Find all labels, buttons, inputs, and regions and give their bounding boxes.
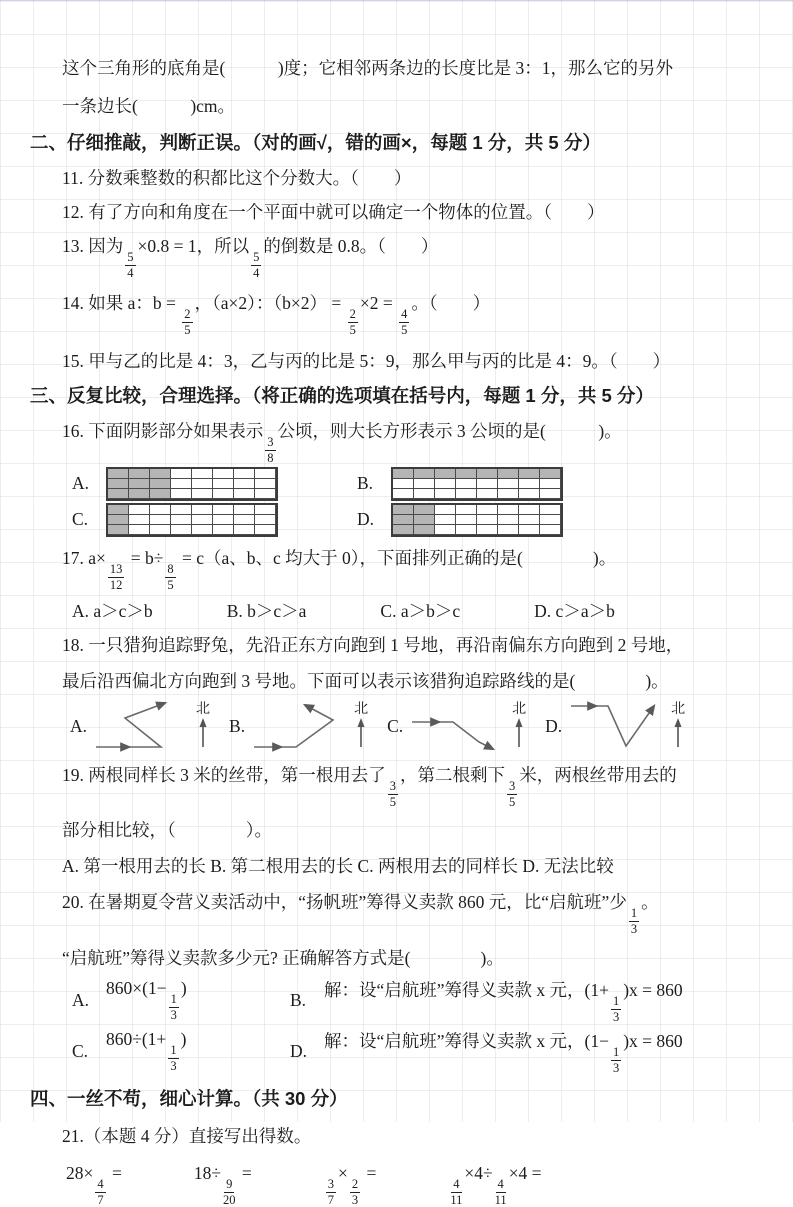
- question-13: 13. 因为 $\frac{5}{4}$ ×0.8 = 1，所以 $\frac{5}{4}$ 的倒数是 0.8。（ ）: [62, 236, 439, 281]
- question-16-stem: 16. 下面阴影部分如果表示 $\frac{3}{8}$ 公顷，则大长方形表示 3 公顷的是( )。: [62, 420, 622, 465]
- q21-expression-1: 28× $\frac{4}{7}$ =: [66, 1163, 122, 1207]
- route-diagram-c: [407, 698, 503, 754]
- q16-grid-b: [391, 467, 563, 501]
- q20-option-a-text: 860×(1− $\frac{1}{3}$ ): [106, 978, 187, 1023]
- q17-option-d-label: D.: [534, 601, 552, 621]
- route-diagram-b: [249, 698, 345, 754]
- q17-option-a-label: A.: [72, 601, 90, 621]
- route-diagram-d: [566, 698, 662, 754]
- north-label: 北: [512, 702, 527, 717]
- q18-north-d: [666, 703, 690, 749]
- q20-option-a: [72, 978, 290, 1022]
- q16-option-a: [72, 467, 357, 501]
- north-label: 北: [671, 702, 686, 717]
- north-arrow-icon: [672, 717, 684, 749]
- question-18-line-1: 18. 一只猎狗追踪野兔，先沿正东方向跑到 1 号地，再沿南偏东方向跑到 2 号地，: [62, 635, 684, 655]
- question-19-line-2: 部分相比较，（ ）。: [62, 820, 272, 841]
- q16-option-a-label: A.: [72, 473, 90, 494]
- paper-content: [0, 1, 793, 1207]
- q20-option-d-text: 解：设“启航班”筹得义卖款 x 元，(1− $\frac{1}{3}$ )x = 860: [324, 1030, 683, 1075]
- question-19-options: A. 第一根用去的长 B. 第二根用去的长 C. 两根用去的同样长 D. 无法比较: [62, 856, 614, 877]
- question-21-expressions: [66, 1163, 765, 1207]
- q18-option-c-label: C.: [387, 715, 404, 736]
- question-18-diagrams: [70, 698, 765, 754]
- north-arrow-icon: [355, 717, 367, 749]
- north-label: 北: [354, 702, 369, 717]
- q16-option-b: [357, 467, 642, 501]
- q17-option-b: [227, 598, 307, 624]
- question-16-options-row-1: [72, 467, 765, 501]
- question-20-options-row-1: [72, 977, 765, 1024]
- q20-option-a-label: A.: [72, 989, 90, 1010]
- q16-option-d: [357, 503, 642, 537]
- q20-option-c: [72, 1029, 290, 1073]
- q20-option-c-label: C.: [72, 1040, 89, 1061]
- q20-option-b-label: B.: [290, 989, 307, 1010]
- north-label: 北: [196, 702, 211, 717]
- question-21-head: 21.（本题 4 分）直接写出得数。: [62, 1126, 312, 1146]
- route-diagram-a: [91, 698, 187, 754]
- question-20-line-1: 20. 在暑期夏令营义卖活动中，“扬帆班”筹得义卖款 860 元，比“启航班”少 $\frac{1}{3}$ 。: [62, 892, 659, 937]
- q17-option-d: [534, 598, 615, 624]
- q20-option-b: [290, 977, 683, 1024]
- q16-grid-c: [106, 503, 278, 537]
- q18-north-c: [507, 703, 531, 749]
- q18-option-b: [229, 698, 373, 754]
- q17-option-b-label: B.: [226, 601, 243, 621]
- question-20-line-2: “启航班”筹得义卖款多少元? 正确解答方式是( )。: [62, 947, 504, 968]
- q17-option-a: [72, 598, 153, 624]
- q18-option-b-label: B.: [229, 715, 246, 736]
- question-19-line-1: 19. 两根同样长 3 米的丝带，第一根用去了 $\frac{3}{5}$ ，第二根剩下 $\frac{3}{5}$ 米，两根丝带用去的: [62, 765, 677, 810]
- q16-option-c-label: C.: [72, 509, 89, 530]
- q17-option-c-label: C.: [380, 601, 397, 621]
- question-15: 15. 甲与乙的比是 4：3，乙与丙的比是 5：9，那么甲与丙的比是 4：9。（ ）: [62, 350, 671, 371]
- q17-option-c-text: a＞b＞c: [400, 601, 461, 621]
- intro-line-2: 一条边长( )cm。: [62, 96, 236, 116]
- q20-option-c-text: 860÷(1+ $\frac{1}{3}$ ): [106, 1029, 187, 1074]
- q16-grid-d: [391, 503, 563, 537]
- q17-option-b-text: b＞c＞a: [247, 601, 307, 621]
- q18-option-c: [387, 698, 531, 754]
- q20-option-d-label: D.: [290, 1040, 308, 1061]
- q18-option-d-label: D.: [545, 715, 563, 736]
- question-17-stem: 17. a× $\frac{13}{12}$ = b÷ $\frac{8}{5}$ = c（a、b、c 均大于 0），下面排列正确的是( )。: [62, 547, 617, 592]
- section-2-heading: 二、仔细推敲，判断正误。（对的画√，错的画×，每题 1 分，共 5 分）: [30, 132, 601, 153]
- question-16-options-row-2: [72, 503, 765, 537]
- q18-option-a: [70, 698, 215, 754]
- q18-option-a-label: A.: [70, 715, 88, 736]
- q17-option-a-text: a＞c＞b: [93, 601, 153, 621]
- question-11: 11. 分数乘整数的积都比这个分数大。（ ）: [62, 168, 412, 188]
- section-4-heading: 四、一丝不苟，细心计算。（共 30 分）: [30, 1088, 348, 1109]
- q17-option-c: [380, 598, 460, 624]
- q16-option-d-label: D.: [357, 509, 375, 530]
- question-20-options-row-2: [72, 1028, 765, 1075]
- question-18-line-2: 最后沿西偏北方向跑到 3 号地。下面可以表示该猎狗追踪路线的是( )。: [62, 671, 669, 691]
- q21-expression-2: 18÷ $\frac{9}{20}$ =: [193, 1163, 252, 1207]
- question-14: 14. 如果 a：b = $\frac{2}{5}$ ，（a×2）：（b×2） = $\frac{2}{5}$ ×2 = $\frac{4}{5}$ 。（ ）: [62, 293, 491, 338]
- q16-grid-a: [106, 467, 278, 501]
- q18-option-d: [545, 698, 690, 754]
- question-12: 12. 有了方向和角度在一个平面中就可以确定一个物体的位置。（ ）: [62, 202, 605, 222]
- north-arrow-icon: [513, 717, 525, 749]
- q18-north-b: [349, 703, 373, 749]
- q21-expression-3: $\frac{3}{7}$ × $\frac{2}{3}$ =: [327, 1163, 377, 1207]
- q20-option-b-text: 解：设“启航班”筹得义卖款 x 元，(1+ $\frac{1}{3}$ )x = 860: [324, 979, 683, 1024]
- q16-option-c: [72, 503, 357, 537]
- section-3-heading: 三、反复比较，合理选择。（将正确的选项填在括号内，每题 1 分，共 5 分）: [30, 384, 654, 406]
- question-17-options: [72, 598, 765, 624]
- q18-north-a: [191, 703, 215, 749]
- q17-option-d-text: c＞a＞b: [555, 601, 615, 621]
- q16-option-b-label: B.: [357, 473, 374, 494]
- intro-line-1: 这个三角形的底角是( )度；它相邻两条边的长度比是 3：1，那么它的另外: [62, 58, 674, 78]
- q20-option-d: [290, 1028, 683, 1075]
- q21-expression-4: $\frac{4}{11}$ ×4÷ $\frac{4}{11}$ ×4 =: [450, 1163, 542, 1207]
- north-arrow-icon: [197, 717, 209, 749]
